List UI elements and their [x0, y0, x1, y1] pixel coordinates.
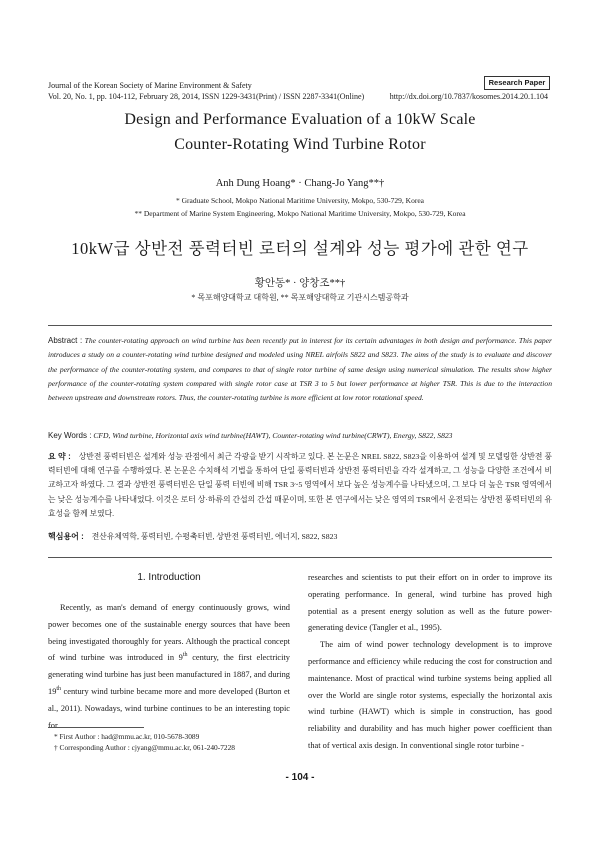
paragraph-text: century, the first electricity generating wind turbine has just been manufactured in 1887, and during 19 [48, 653, 290, 696]
abstract-label: Abstract : [48, 336, 83, 345]
keywords-text: CFD, Wind turbine, Horizontal axis wind turbine(HAWT), Counter-rotating wind turbine(CRWT), Energy, S822, S823 [93, 431, 453, 440]
paragraph: The aim of wind power technology development is to improve performance and efficiency while reducing the cost for construction and maintenance. Most of practical wind turbine systems being applied all over the World are single rotor systems, especially the horizontal axis wind turbine (HAWT) which is simple in construction, has good reliability and durability and has much higher power coefficient than that of vertical axis design. In conventional single rotor turbine - [308, 640, 552, 750]
divider [48, 557, 552, 558]
footnote-rule [48, 727, 144, 728]
first-author-footnote: * First Author : had@mmu.ac.kr, 010-5678-3089 [54, 732, 200, 741]
author-names: Anh Dung Hoang* · Chang-Jo Yang**† [215, 178, 385, 189]
corresponding-author-footnote: † Corresponding Author : cjyang@mmu.ac.kr, 061-240-7228 [54, 743, 235, 752]
keywords [48, 431, 552, 440]
article-type-badge: Research Paper [484, 76, 550, 90]
page-number: - 104 - [285, 772, 315, 783]
superscript: th [56, 686, 62, 693]
korean-abstract-text: 상반전 풍력터빈은 설계와 성능 관점에서 최근 각광을 받기 시작하고 있다. 본 논문은 NREL S822, S823을 이용하여 설계 및 모델링한 상반전 풍력터빈에 대해 연구를 수행하였다. 본 논문은 수치해석 기법을 통하여 단일 풍력터빈과 상반전 풍력터빈을 각각 설계하고, 그 성능을 다양한 조건에서 비교하고자 하였다. 그 결과 상반전 풍력터빈은 단일 풍력 터빈에 비해 TSR 3~5 영역에서 보다 높은 성능계수를 나타냈으며, 그 보다 더 높은 TSR 영역에서는 낮은 성능계수를 나타내었다. 이것은 로터 상·하류의 간섭의 간섭 때문이며, 또한 본 연구에서는 낮은 영역의 TSR에서 운전되는 상반전 풍력터빈의 유효성을 함께 보였다. [48, 452, 552, 518]
paragraph: researches and scientists to put their effort on in order to improve its operating performance. In general, wind turbine has proved high potential as a present energy solution as well as the future power-generating device (Tangler et al., 1995). [308, 573, 552, 633]
divider [48, 325, 552, 326]
korean-keywords-label: 핵심용어 : [48, 532, 84, 541]
title-line-2: Counter-Rotating Wind Turbine Rotor [174, 136, 426, 153]
right-column [308, 570, 552, 755]
korean-keywords-text: 전산유체역학, 풍력터빈, 수평축터빈, 상반전 풍력터빈, 에너지, S822, S823 [91, 532, 338, 541]
keywords-label: Key Words : [48, 431, 92, 440]
paragraph-text: century wind turbine became more and more developed (Burton et al., 2011). Nowadays, wind turbine continues to be an interesting topic for [48, 686, 290, 730]
journal-name: Journal of the Korean Society of Marine Environment & Safety [48, 81, 252, 90]
superscript: th [182, 652, 188, 659]
paragraph [48, 600, 290, 734]
abstract-text: The counter-rotating approach on wind turbine has been recently put in interest for its certain advantages in both design and performance. This paper introduces a study on a counter-rotating wind turbine designed and modeled using NREL airfoils S822 and S823. The aims of the study is to evaluate and discover the performance of the counter-rotating system, and compares to that of single rotor turbine of same design using numerical simulation. The results show higher performance of the counter-rotating system compared with single rotor case at TSR 3 to 5 but lower performance at higher TSR. This is due to the interaction between upstream and downstream rotors. Thus, the counter-rotating turbine is more efficient at low rotor rotational speed. [48, 336, 552, 403]
affiliation-1: * Graduate School, Mokpo National Maritime University, Mokpo, 530-729, Korea [175, 196, 424, 205]
korean-affiliation: * 목포해양대학교 대학원, ** 목포해양대학교 기관시스템공학과 [191, 293, 409, 302]
volume-line: Vol. 20, No. 1, pp. 104-112, February 28, 2014, ISSN 1229-3431(Print) / ISSN 2287-3341(Online) [48, 92, 365, 101]
korean-abstract-label: 요 약 : [48, 452, 71, 461]
footnotes [54, 731, 235, 753]
abstract [48, 334, 552, 405]
affiliation-2: ** Department of Marine System Engineering, Mokpo National Maritime University, Mokpo, 530-729, Korea [134, 209, 466, 218]
paragraph-text: Recently, as man's demand of energy continuously grows, wind power becomes one of the sustainable energy sources that have been being investigated thoroughly for years. Although the practical concept of wind turbine was introduced in 9 [48, 603, 290, 663]
korean-authors: 황안동* · 양창조**† [254, 278, 346, 289]
title-line-1: Design and Performance Evaluation of a 10kW Scale [124, 111, 476, 128]
korean-keywords [48, 531, 552, 542]
doi-link[interactable]: http://dx.doi.org/10.7837/kosomes.2014.20.1.104 [389, 92, 548, 101]
left-column [48, 600, 290, 734]
korean-title: 10kW급 상반전 풍력터빈 로터의 설계와 성능 평가에 관한 연구 [71, 239, 529, 258]
section-heading: 1. Introduction [137, 572, 201, 583]
korean-abstract [48, 450, 552, 521]
